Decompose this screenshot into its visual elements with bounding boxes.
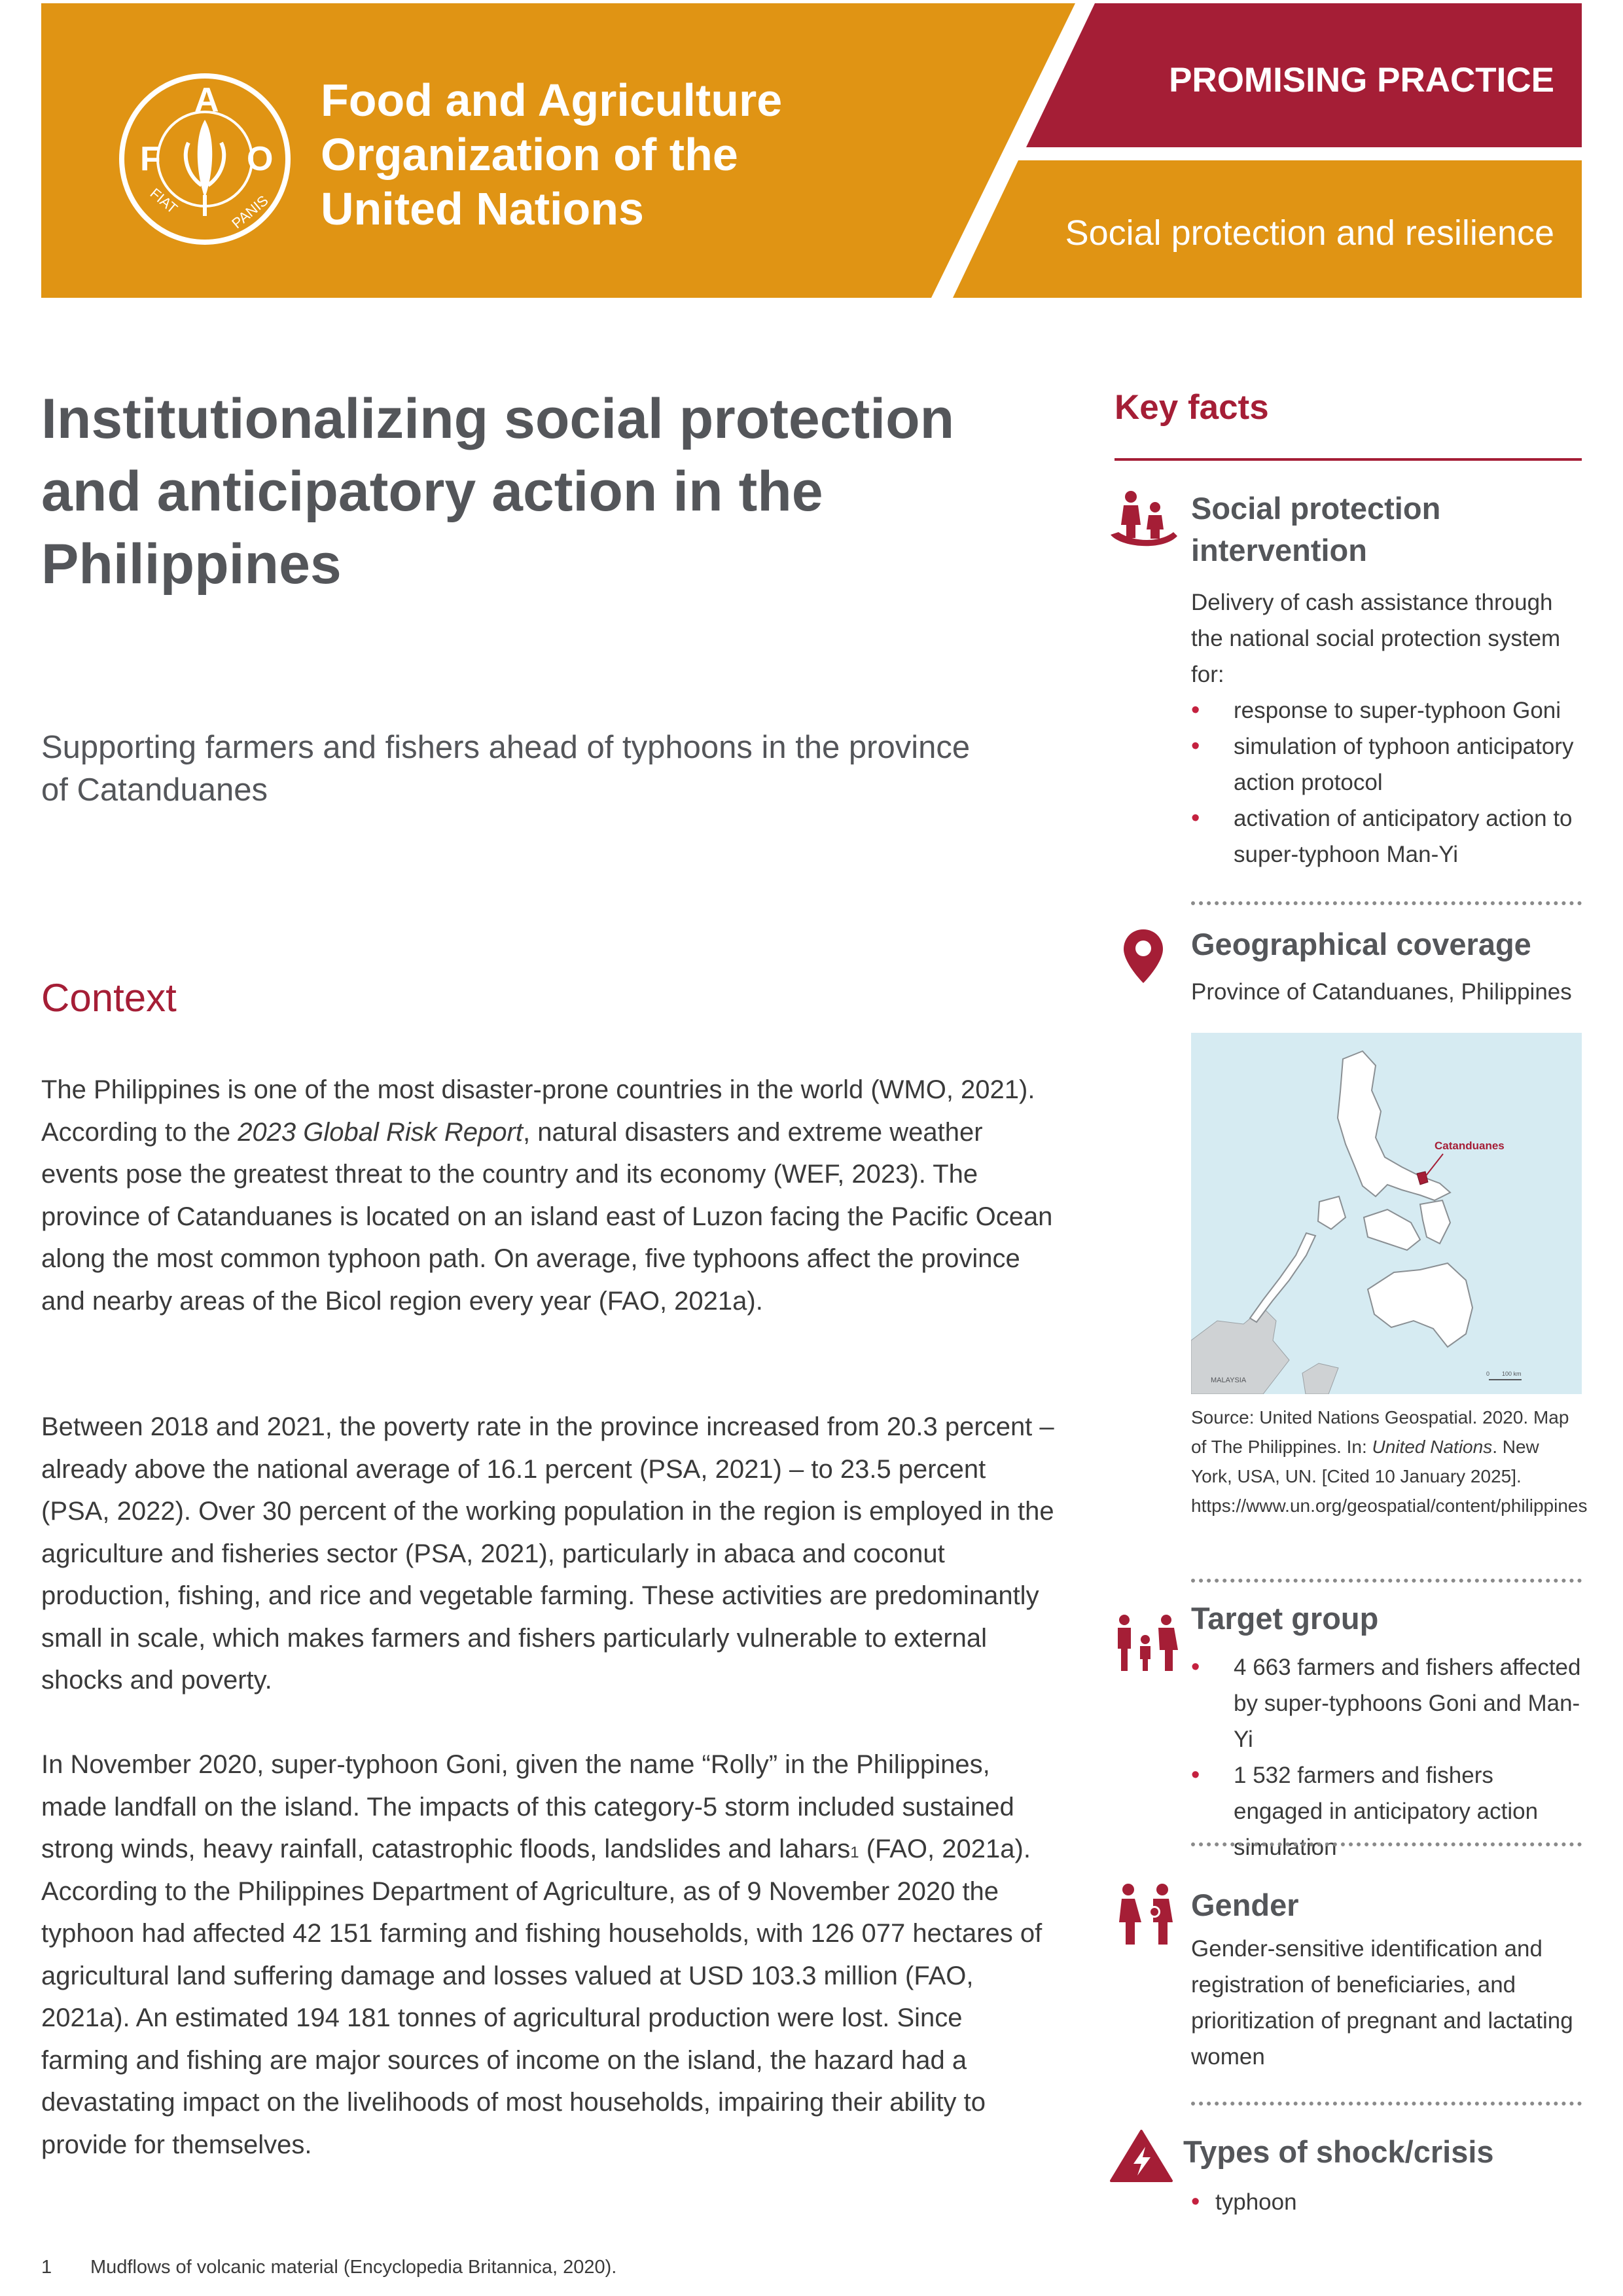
philippines-map [1191,1033,1582,1394]
family-hand-icon [1108,489,1180,554]
context-p3-a: In November 2020, super-typhoon Goni, given the name “Rolly” in the Philippines, made landfall on the island. The impacts of this category-5 storm included sustained strong winds, heavy rainfall, catastrophic floods, landslides and lahars [41,1750,1014,1863]
org-name-line1: Food and Agriculture [321,75,783,126]
context-p1-a: The Philippines is one of the most disaster-prone countries in the world (WMO, 2021). According to the [41,1075,1035,1147]
context-heading: Context [41,976,177,1020]
key-facts-title: Key facts [1115,388,1269,427]
geo-coverage-heading: Geographical coverage [1191,927,1531,961]
social-protection-heading: Social protection intervention [1191,491,1441,567]
context-paragraph-3 [41,1744,1056,2166]
map-source-b: . New York, USA, UN. [Cited 10 January 2025]. https://www.un.org/geospatial/content/philippines [1191,1437,1588,1516]
list-item: • simulation of typhoon anticipatory action protocol [1191,728,1584,800]
global-risk-report-title: 2023 Global Risk Report [238,1117,523,1147]
context-p1-b: , natural disasters and extreme weather events pose the greatest threat to the country and its economy (WEF, 2023). The province of Catanduanes is located on an island east of Luzon facing the Pacific Ocean along the most common typhoon path. On average, five typhoons affect the province and nearby areas of the Bicol region every year (FAO, 2021a). [41,1117,1053,1316]
org-name-line2: Organization of the [321,129,738,180]
logo-motto-panis: PANIS [228,192,272,232]
footnote [41,2257,616,2278]
dotted-divider [1191,1579,1582,1583]
page-title: Institutionalizing social protection and anticipatory action in the Philippines [41,387,955,596]
map-source-a: Source: United Nations Geospatial. 2020. Map of The Philippines. In: [1191,1407,1569,1457]
target-group-list [1191,1649,1584,1865]
gender-text: Gender-sensitive identification and registration of beneficiaries, and prioritization of pregnant and lactating women [1191,1936,1573,2070]
logo-letter-a: A [194,81,219,119]
social-protection-text: Delivery of cash assistance through the national social protection system for: [1191,590,1561,687]
map-source-italic: United Nations [1372,1437,1493,1457]
promising-practice-badge: PROMISING PRACTICE [1169,61,1554,99]
shock-crisis-heading: Types of shock/crisis [1183,2134,1494,2169]
dotted-divider [1191,2102,1582,2106]
family-icon [1113,1613,1178,1674]
location-pin-icon [1122,928,1164,984]
context-paragraph-1 [41,1069,1056,1322]
logo-letter-o: O [247,140,274,178]
footnote-text: Mudflows of volcanic material (Encyclopedia Britannica, 2020). [90,2257,617,2278]
list-item: • 1 532 farmers and fishers engaged in anticipatory action simulation [1191,1757,1584,1865]
key-facts-divider [1115,458,1582,461]
footnote-ref-1: 1 [850,1844,859,1861]
gender-icon [1113,1883,1178,1946]
shock-crisis-list [1191,2184,1584,2220]
list-item: • typhoon [1191,2184,1584,2220]
footnote-number: 1 [41,2257,52,2278]
malaysia-map-label: MALAYSIA [1211,1376,1247,1384]
geo-coverage-text: Province of Catanduanes, Philippines [1191,979,1572,1005]
scale-zero-label: 0 [1486,1371,1490,1377]
list-item: • activation of anticipatory action to super-typhoon Man-Yi [1191,800,1584,872]
logo-motto-fiat: FIAT [147,185,181,217]
dotted-divider [1191,1842,1582,1846]
context-p3-b: (FAO, 2021a). According to the Philippines Department of Agriculture, as of 9 November 2020 the typhoon had affected 42 151 farming and fishing households, with 126 077 hectares of agricultural land suffering damage and losses valued at USD 103.3 million (FAO, 2021a). An estimated 194 181 tonnes of agricultural production were lost. Since farming and fishing are major sources of income on the island, the hazard had a devastating impact on the livelihoods of most households, impairing their ability to provide for themselves. [41,1835,1043,2159]
social-protection-list [1191,692,1584,872]
fao-logo-icon [116,71,293,247]
list-item: • 4 663 farmers and fishers affected by super-typhoons Goni and Man-Yi [1191,1649,1584,1757]
scale-length-label: 100 km [1502,1371,1522,1377]
list-item: • response to super-typhoon Goni [1191,692,1584,728]
logo-letter-f: F [140,140,161,178]
warning-lightning-icon [1110,2128,1173,2183]
org-name-line3: United Nations [321,183,644,234]
page-subtitle: Supporting farmers and fishers ahead of typhoons in the province of Catanduanes [41,730,971,808]
target-group-heading: Target group [1191,1601,1379,1636]
map-source [1191,1403,1588,1520]
context-paragraph-2: Between 2018 and 2021, the poverty rate in the province increased from 20.3 percent – already above the national average of 16.1 percent (PSA, 2021) – to 23.5 percent (PSA, 2022). Over 30 percent of the working population in the region is employed in the agriculture and fisheries sector (PSA, 2021), particularly in abaca and coconut production, fishing, and rice and vegetable farming. These activities are predominantly small in scale, which makes farmers and fishers particularly vulnerable to external shocks and poverty. [41,1412,1054,1695]
gender-heading: Gender [1191,1888,1299,1922]
dotted-divider [1191,901,1582,905]
theme-label: Social protection and resilience [1065,213,1554,253]
catanduanes-map-label: Catanduanes [1435,1139,1505,1152]
